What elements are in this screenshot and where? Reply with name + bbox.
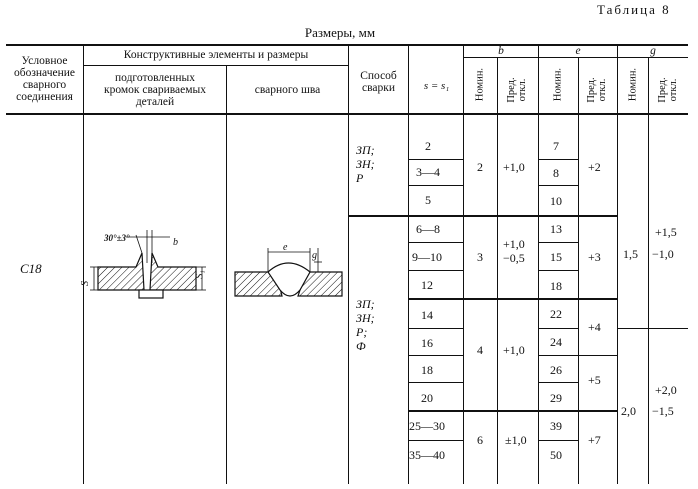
- header-e: e: [575, 45, 581, 57]
- g-deviation: +1,5: [655, 225, 677, 239]
- b-deviation: ±1,0: [505, 433, 527, 447]
- e-nominal: 29: [550, 391, 562, 405]
- header-b: b: [498, 45, 504, 57]
- s-value: 20: [421, 391, 433, 405]
- header-designation: Условное обозначение сварного соединения: [14, 55, 75, 103]
- s-value: 14: [421, 308, 433, 322]
- g-deviation: −1,0: [652, 247, 674, 261]
- b-dimension-label: b: [173, 237, 178, 248]
- s-value: 16: [421, 336, 433, 350]
- method-group-1: ЗП; ЗН; Р: [356, 143, 375, 185]
- b-deviation: +1,0: [503, 343, 525, 357]
- e-nominal: 50: [550, 448, 562, 462]
- g-dimension-label: g: [312, 250, 317, 261]
- s-value: 6—8: [416, 222, 440, 236]
- header-g: g: [650, 45, 656, 57]
- e-dimension-label: e: [283, 242, 288, 253]
- g-deviation: +2,0: [655, 383, 677, 397]
- s-value: 2: [425, 139, 431, 153]
- s-value: 35—40: [409, 448, 445, 462]
- g-deviation: −1,5: [652, 404, 674, 418]
- s-value: 12: [421, 278, 433, 292]
- s1-dimension-label: S₁: [194, 270, 206, 279]
- s-value: 3—4: [416, 165, 440, 179]
- header-seam: сварного шва: [254, 84, 321, 96]
- e-nominal: 18: [550, 279, 562, 293]
- e-deviation: +3: [588, 250, 601, 264]
- table-caption: Размеры, мм: [304, 25, 376, 40]
- header-structural: Конструктивные элементы и размеры: [123, 49, 309, 61]
- g-nominal: 2,0: [621, 404, 636, 418]
- e-nominal: 39: [550, 419, 562, 433]
- e-nominal: 26: [550, 363, 562, 377]
- e-nominal: 10: [550, 194, 562, 208]
- s-dimension-label: S: [80, 281, 91, 286]
- b-nominal: 2: [477, 160, 483, 174]
- e-deviation: +7: [588, 433, 601, 447]
- header-g-pred: Пред. откл.: [657, 77, 679, 103]
- designation-c18: С18: [20, 261, 42, 276]
- e-nominal: 15: [550, 250, 562, 264]
- method-group-2: ЗП; ЗН; Р; Ф: [356, 297, 375, 353]
- header-e-nomin: Номин.: [552, 67, 564, 102]
- header-e-pred: Пред. откл.: [586, 77, 608, 103]
- e-nominal: 7: [553, 139, 559, 153]
- s-value: 5: [425, 193, 431, 207]
- angle-label: 30°±3°: [104, 233, 130, 243]
- b-nominal: 4: [477, 343, 483, 357]
- header-prepared-edges: подготовленных кромок свариваемых деталей: [104, 72, 206, 108]
- header-b-pred: Пред. откл.: [506, 77, 528, 103]
- header-s: s = s₁: [423, 80, 450, 92]
- s-value: 25—30: [409, 419, 445, 433]
- g-nominal: 1,5: [623, 247, 638, 261]
- table-label: Таблица 8: [597, 2, 671, 17]
- b-deviation: −0,5: [503, 251, 525, 265]
- e-deviation: +2: [588, 160, 601, 174]
- e-deviation: +5: [588, 373, 601, 387]
- e-nominal: 24: [550, 335, 562, 349]
- b-nominal: 3: [477, 250, 483, 264]
- e-nominal: 22: [550, 307, 562, 321]
- e-nominal: 13: [550, 222, 562, 236]
- seam-drawing: [230, 238, 348, 302]
- b-deviation: +1,0: [503, 160, 525, 174]
- s-value: 18: [421, 363, 433, 377]
- header-g-nomin: Номин.: [627, 67, 639, 102]
- b-nominal: 6: [477, 433, 483, 447]
- header-b-nomin: Номин.: [474, 67, 486, 102]
- e-deviation: +4: [588, 320, 601, 334]
- s-value: 9—10: [412, 250, 442, 264]
- header-method: Способ сварки: [360, 70, 397, 94]
- e-nominal: 8: [553, 166, 559, 180]
- b-deviation: +1,0: [503, 237, 525, 251]
